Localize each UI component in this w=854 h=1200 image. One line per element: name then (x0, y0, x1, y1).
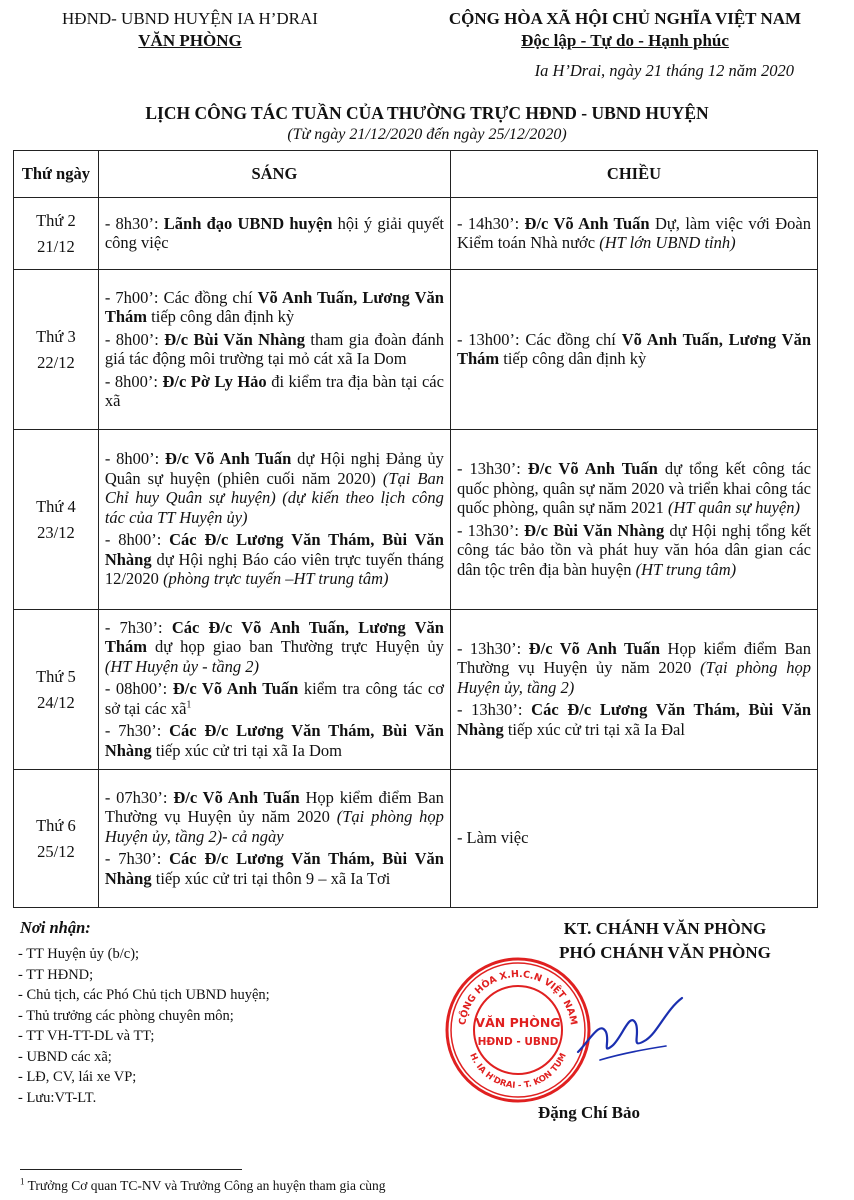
entry-text: tiếp xúc cử tri tại xã Ia Dom (151, 740, 343, 760)
morning-cell (98, 770, 450, 908)
entry-text: (HT quân sự huyện) (667, 498, 800, 517)
morning-cell (98, 198, 450, 270)
entry-text: Đ/c Võ Anh Tuấn (527, 459, 658, 478)
entry-text: (HT Huyện ủy - tầng 2) (104, 656, 259, 676)
weekday-label: Thứ 4 (36, 496, 76, 516)
weekday-label: Thứ 6 (36, 815, 76, 835)
recipient-item: - TT Huyện ủy (b/c); (18, 946, 140, 962)
svg-text:CỘNG HÒA X.H.C.N VIỆT NAM: CỘNG HÒA X.H.C.N VIỆT NAM (457, 968, 579, 1026)
entry-text: (Tại phòng họp Huyện ủy, tầng 2) (456, 658, 811, 697)
entry-text: (HT trung tâm) (635, 559, 737, 579)
header-morning: SÁNG (98, 151, 450, 198)
table-row (14, 430, 818, 610)
morning-entry (105, 618, 444, 677)
footnote-text: Trưởng Cơ quan TC-NV và Trưởng Công an huyện tham gia cùng (24, 1178, 386, 1193)
footnote (20, 1178, 386, 1194)
entry-text: - 13h30’: (456, 459, 528, 478)
entry-text: dự Hội nghị tổng kết công tác bảo tồn và phát huy văn hóa dân gian các dân tộc trên địa bàn huyện (456, 520, 811, 579)
morning-cell (98, 270, 450, 430)
entry-text: - 8h30’: (104, 213, 164, 233)
entry-text: dự Hội nghị Đảng ủy Quân sự huyện (phiên cuối năm 2020) (104, 449, 444, 488)
header-right (405, 8, 845, 52)
date-label: 24/12 (37, 692, 75, 712)
entry-text: - 7h30’: (104, 721, 170, 741)
recipient-item: - UBND các xã; (18, 1048, 112, 1065)
morning-entry (105, 788, 444, 847)
footnote-marker: 1 (20, 1176, 25, 1187)
morning-cell (98, 430, 450, 610)
entry-text: Dự, làm việc với Đoàn Kiểm toán Nhà nước (456, 213, 811, 252)
entry-text: Đ/c Võ Anh Tuấn (172, 679, 299, 699)
weekday-label: Thứ 5 (36, 666, 76, 686)
signer-position-1: KT. CHÁNH VĂN PHÒNG (563, 919, 767, 938)
morning-entry (105, 679, 444, 718)
entry-text: (Tại Ban Chỉ huy Quân sự huyện) (dự kiến theo lịch công tác của TT Huyện ủy) (104, 468, 444, 527)
page-title: LỊCH CÔNG TÁC TUẦN CỦA THƯỜNG TRỰC HĐND - UBND HUYỆN (145, 103, 709, 123)
recipients-title: Nơi nhận: (20, 918, 91, 937)
entry-text: Các Đ/c Lương Văn Thám, Bùi Văn Nhàng (104, 721, 444, 760)
recipient-item: - TT HĐND; (18, 966, 94, 983)
afternoon-cell (450, 610, 817, 770)
entry-text: Võ Anh Tuấn, Lương Văn Thám (456, 329, 811, 368)
recipient-item: - Thủ trưởng các phòng chuyên môn; (18, 1007, 234, 1024)
afternoon-entry (457, 521, 811, 580)
recipient-item: - TT VH-TT-DL và TT; (18, 1028, 155, 1044)
entry-text: - 14h30’: (456, 213, 525, 233)
entry-text: hội ý giải quyết công việc (104, 213, 444, 252)
svg-text:VĂN PHÒNG: VĂN PHÒNG (475, 1015, 561, 1030)
entry-text: đi kiểm tra địa bàn tại các xã (104, 371, 444, 410)
entry-text: - 13h30’: (456, 520, 525, 540)
date-label: 23/12 (37, 522, 75, 542)
morning-entry (105, 530, 444, 589)
svg-text:HĐND - UBND: HĐND - UBND (477, 1036, 559, 1048)
entry-text: - 7h00’: Các đồng chí (104, 287, 258, 307)
header-afternoon: CHIỀU (450, 151, 817, 198)
org-name: HĐND- UBND HUYỆN IA H’DRAI (62, 9, 318, 28)
table-row (14, 270, 818, 430)
national-title: CỘNG HÒA XÃ HỘI CHỦ NGHĨA VIỆT NAM (448, 9, 802, 28)
recipient-item: - Chủ tịch, các Phó Chủ tịch UBND huyện; (18, 987, 270, 1003)
entry-text: (HT lớn UBND tỉnh) (599, 233, 736, 252)
date-label: 21/12 (37, 236, 75, 256)
afternoon-entry (457, 214, 811, 253)
morning-entry (105, 449, 444, 527)
entry-text: Họp kiểm điểm Ban Thường vụ Huyện ủy năm 2020 (104, 787, 444, 827)
entry-text: - 13h30’: (456, 638, 529, 658)
day-cell (14, 270, 99, 430)
entry-text: Đ/c Bùi Văn Nhàng (164, 329, 305, 349)
entry-text: Các Đ/c Lương Văn Thám, Bùi Văn Nhàng (104, 530, 444, 569)
entry-text: Đ/c Võ Anh Tuấn (524, 213, 650, 233)
recipient-item: - Lưu:VT-LT. (18, 1089, 97, 1106)
entry-text: - 8h00’: (104, 371, 163, 391)
afternoon-entry (457, 330, 811, 369)
morning-entry (105, 214, 444, 253)
entry-text: - 13h30’: (456, 700, 532, 720)
recipient-item: - LĐ, CV, lái xe VP; (18, 1069, 137, 1085)
day-cell (14, 198, 99, 270)
signer-position-2: PHÓ CHÁNH VĂN PHÒNG (559, 943, 771, 962)
entry-text: Họp kiểm điểm Ban Thường vụ Huyện ủy năm 2020 (456, 638, 811, 678)
entry-text: - 08h00’: (104, 679, 173, 699)
entry-text: tiếp công dân định kỳ (499, 349, 647, 368)
date-label: 22/12 (37, 352, 75, 372)
entry-text: Đ/c Võ Anh Tuấn (528, 638, 661, 658)
entry-text: Các Đ/c Võ Anh Tuấn, Lương Văn Thám (104, 617, 444, 657)
day-cell (14, 610, 99, 770)
entry-text: dự tổng kết công tác quốc phòng, quân sự năm 2020 và triển khai công tác quốc phòng, quân sự năm 2021 (456, 459, 811, 517)
entry-text: - 07h30’: (104, 787, 174, 807)
weekday-label: Thứ 2 (36, 210, 76, 230)
day-cell (14, 430, 99, 610)
entry-text: tiếp công dân định kỳ (147, 307, 295, 326)
afternoon-cell (450, 270, 817, 430)
entry-text: Đ/c Bùi Văn Nhàng (524, 520, 665, 540)
entry-text: - 13h00’: Các đồng chí (456, 329, 622, 349)
entry-text: dự họp giao ban Thường trực Huyện ủy (147, 637, 444, 657)
morning-entry (105, 721, 444, 760)
date-label: 25/12 (37, 841, 75, 861)
entry-text: - 8h00’: (104, 449, 166, 469)
signer-name: Đặng Chí Bảo (538, 1103, 641, 1122)
entry-text: Các Đ/c Lương Văn Thám, Bùi Văn Nhàng (456, 700, 812, 739)
entry-text: Đ/c Võ Anh Tuấn (165, 449, 292, 469)
table-header-row (14, 151, 818, 198)
afternoon-entry (457, 828, 811, 848)
page-subtitle: (Từ ngày 21/12/2020 đến ngày 25/12/2020) (287, 126, 567, 143)
table-row (14, 610, 818, 770)
entry-text: Võ Anh Tuấn, Lương Văn Thám (104, 287, 444, 326)
entry-text: - 7h30’: (104, 617, 172, 637)
handwritten-signature-icon (570, 980, 690, 1080)
afternoon-cell (450, 430, 817, 610)
footnote-ref: 1 (186, 699, 192, 711)
entry-text: (Tại phòng họp Huyện ủy, tầng 2)- cả ngày (104, 807, 444, 846)
entry-text: tham gia đoàn đánh giá tác động môi trường tại mỏ cát xã Ia Dom (104, 329, 444, 368)
entry-text: Lãnh đạo UBND huyện (163, 213, 333, 233)
entry-text: - Làm việc (456, 828, 529, 848)
date-line: Ia H’Drai, ngày 21 tháng 12 năm 2020 (534, 61, 794, 80)
schedule-table (13, 150, 818, 908)
afternoon-cell (450, 198, 817, 270)
morning-cell (98, 610, 450, 770)
svg-text:H. IA H'DRAI - T. KON TUM: H. IA H'DRAI - T. KON TUM (467, 1051, 569, 1092)
weekday-label: Thứ 3 (36, 326, 76, 346)
afternoon-entry (457, 639, 811, 698)
entry-text: - 8h00’: (104, 329, 165, 349)
schedule-body (14, 198, 818, 908)
morning-entry (105, 372, 444, 411)
header-day: Thứ ngày (14, 151, 99, 198)
entry-text: Đ/c Pờ Ly Hảo (162, 371, 267, 391)
table-row (14, 198, 818, 270)
national-motto: Độc lập - Tự do - Hạnh phúc (521, 31, 729, 50)
entry-text: dự Hội nghị Báo cáo viên trực tuyến tháng 12/2020 (104, 549, 444, 589)
entry-text: (phòng trực tuyến –HT trung tâm) (163, 569, 389, 589)
afternoon-entry (457, 459, 811, 518)
office-name: VĂN PHÒNG (138, 31, 242, 50)
entry-text: tiếp xúc cử tri tại thôn 9 – xã Ia Tơi (151, 868, 391, 888)
entry-text: tiếp xúc cử tri tại xã Ia Đal (503, 719, 685, 739)
afternoon-cell (450, 770, 817, 908)
afternoon-entry (457, 700, 811, 739)
entry-text: kiểm tra công tác cơ sở tại các xã (104, 679, 444, 718)
entry-text: Các Đ/c Lương Văn Thám, Bùi Văn Nhàng (104, 849, 444, 888)
entry-text: - 8h00’: (104, 530, 170, 550)
table-row (14, 770, 818, 908)
morning-entry (105, 330, 444, 369)
day-cell (14, 770, 99, 908)
entry-text: - 7h30’: (104, 849, 170, 869)
header-left (20, 8, 360, 52)
entry-text: Đ/c Võ Anh Tuấn (173, 787, 300, 807)
morning-entry (105, 288, 444, 327)
footnote-divider (20, 1169, 242, 1170)
recipients-list (18, 944, 270, 1108)
morning-entry (105, 849, 444, 888)
